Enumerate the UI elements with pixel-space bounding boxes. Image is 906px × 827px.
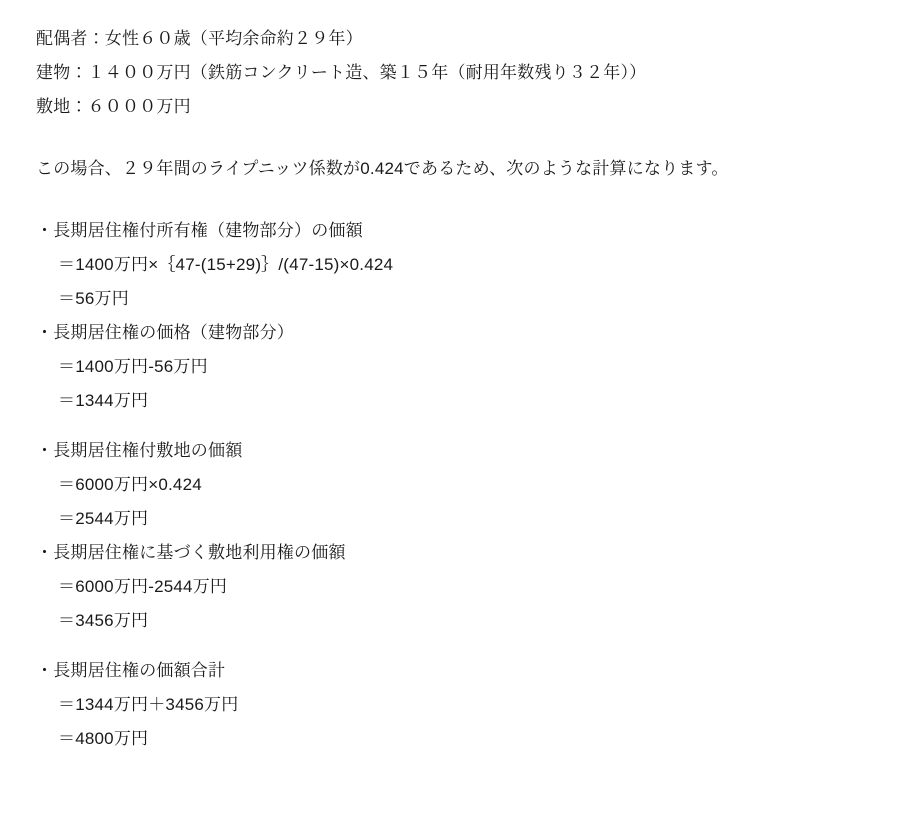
spacer-after-lead [36, 186, 876, 214]
spacer-between-sections-2 [36, 638, 876, 654]
premise-line-spouse: 配偶者：女性６０歳（平均余命約２９年） [36, 29, 363, 48]
calc-heading: ・長期居住権に基づく敷地利用権の価額 [36, 543, 346, 562]
calc-line: ＝4800万円 [58, 729, 149, 748]
calculation-section-total [36, 654, 876, 756]
lead-paragraph: この場合、２９年間のライプニッツ係数が0.424であるため、次のような計算になります。 [36, 159, 729, 178]
calc-heading: ・長期居住権の価額合計 [36, 661, 226, 680]
calc-line: ＝1400万円×｛47-(15+29)｝/(47-15)×0.424 [58, 255, 394, 274]
calc-line: ＝1344万円＋3456万円 [58, 695, 239, 714]
spacer-after-premise [36, 124, 876, 152]
calc-line: ＝56万円 [58, 289, 129, 308]
calc-line: ＝3456万円 [58, 611, 149, 630]
calculation-section-land [36, 434, 876, 638]
premise-line-land: 敷地：６０００万円 [36, 97, 191, 116]
calc-heading: ・長期居住権の価格（建物部分） [36, 323, 294, 342]
premise-line-building: 建物：１４００万円（鉄筋コンクリート造、築１５年（耐用年数残り３２年）） [36, 63, 647, 82]
calc-line: ＝2544万円 [58, 509, 149, 528]
spacer-between-sections-1 [36, 418, 876, 434]
calculation-section-building [36, 214, 876, 418]
calc-line: ＝6000万円×0.424 [58, 475, 202, 494]
calc-heading: ・長期居住権付所有権（建物部分）の価額 [36, 221, 363, 240]
calc-line: ＝1344万円 [58, 391, 149, 410]
calc-heading: ・長期居住権付敷地の価額 [36, 441, 243, 460]
premise-block [36, 22, 876, 124]
calc-line: ＝1400万円-56万円 [58, 357, 208, 376]
calc-line: ＝6000万円-2544万円 [58, 577, 228, 596]
